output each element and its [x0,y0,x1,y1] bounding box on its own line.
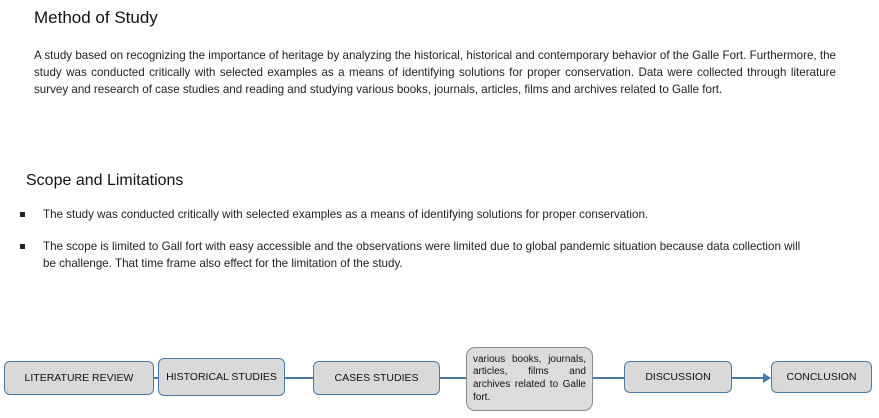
bullet-text: The scope is limited to Gall fort with easy accessible and the observations were limited due to global pandemic situation because data collection will be challenge. That time frame also effect for the limitation of the study. [43,240,801,270]
step-literature-review: LITERATURE REVIEW [4,361,154,395]
step-discussion: DISCUSSION [624,361,732,393]
square-bullet-icon [20,244,25,249]
bullet-text: The study was conducted critically with selected examples as a means of identifying solutions for proper conservation. [43,208,649,221]
scope-limitations-heading: Scope and Limitations [26,172,184,189]
square-bullet-icon [20,212,25,217]
connector-line [284,377,314,379]
step-historical-studies: HISTORICAL STUDIES [158,358,285,396]
sources-note-box: various books, journals, articles, films and archives related to Galle fort. [466,347,593,411]
step-conclusion: CONCLUSION [771,361,872,393]
method-of-study-heading: Method of Study [34,8,158,27]
connector-line [593,377,624,379]
connector-line [440,377,466,379]
connector-line [732,377,764,379]
method-of-study-paragraph: A study based on recognizing the importance of heritage by analyzing the historical, historical and contemporary behavior of the Galle Fort. Furthermore, the study was conducted critically with selected examples as a means of identifying solutions for proper conservation. Data were collected through literature survey and research of case studies and reading and studying various books, journals, articles, films and archives related to Galle fort. [34,49,836,97]
arrowhead-icon [763,373,771,383]
step-cases-studies: CASES STUDIES [313,361,440,395]
process-flow-diagram [0,340,879,418]
